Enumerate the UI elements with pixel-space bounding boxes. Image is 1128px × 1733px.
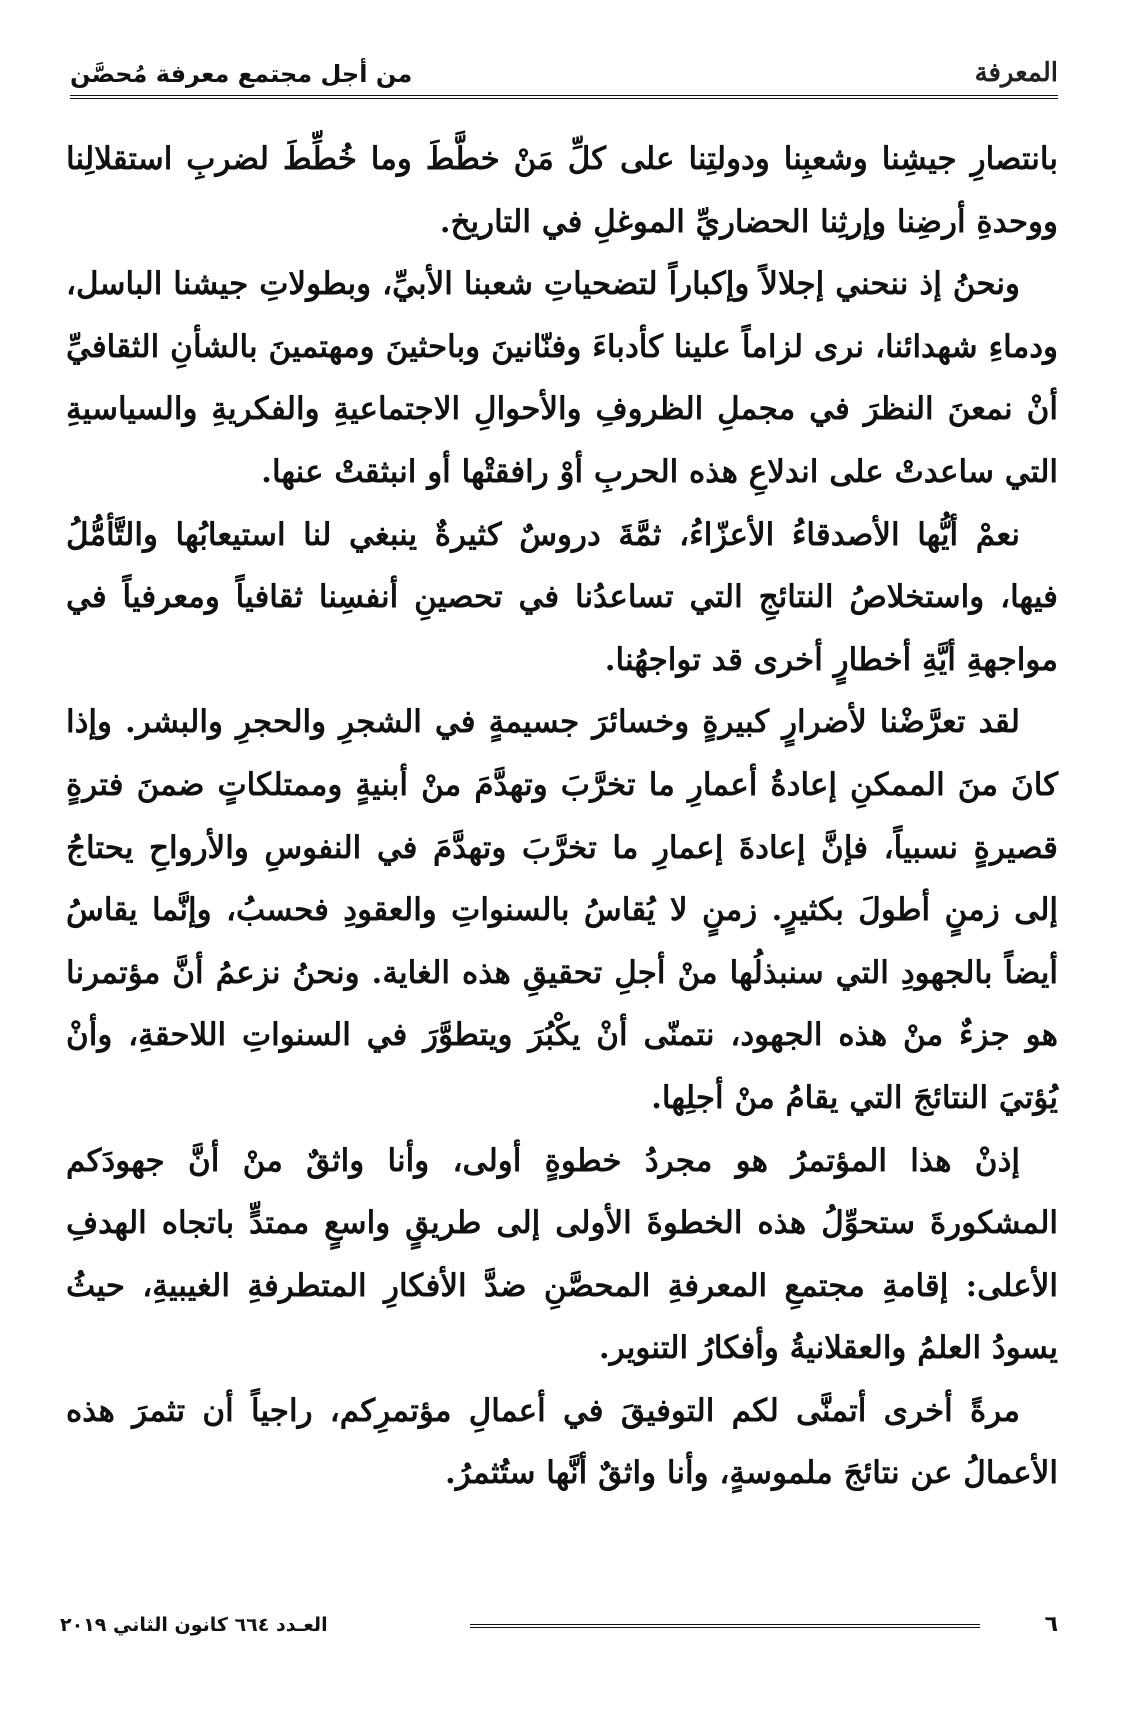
paragraph: ونحنُ إذ ننحني إجلالاً وإكباراً لتضحياتِ شعبنا الأبيِّ، وبطولاتِ جيشنا الباسل، ودماءِ شهدائنا، نرى لزاماً علينا كأدباءَ وفنّانينَ وباحثينَ ومهتمينَ بالشأنِ الثقافيِّ أنْ نمعنَ النظرَ في مجملِ الظروفِ والأحوالِ الاجتماعيةِ والفكريةِ والسياسيةِ التي ساعدتْ على اندلاعِ هذه الحربِ أوْ رافقتْها أو انبثقتْ عنها. <box>66 266 1058 490</box>
footer-divider <box>470 1624 980 1628</box>
page-header <box>70 52 1058 100</box>
page-number: ٦ <box>1044 1612 1058 1637</box>
paragraph: مرةً أخرى أتمنَّى لكم التوفيقَ في أعمالِ مؤتمرِكم، راجياً أن تثمرَ هذه الأعمالُ عن نتائجَ ملموسةٍ، وأنا واثقٌ أنَّها ستُثمرُ. <box>66 1392 1058 1492</box>
page-footer <box>60 1612 1058 1652</box>
paragraph: بانتصارِ جيشِنا وشعبِنا ودولتِنا على كلِّ مَنْ خطَّطَ وما خُطِّطَ لضربِ استقلالِنا ووحدةِ أرضِنا وإرثِنا الحضاريِّ الموغلِ في التاريخ. <box>66 141 1058 240</box>
magazine-logo: المعرفة <box>974 58 1058 88</box>
paragraph: لقد تعرَّضْنا لأضرارٍ كبيرةٍ وخسائرَ جسيمةٍ في الشجرِ والحجرِ والبشر. وإذا كانَ منَ الممكنِ إعادةُ أعمارِ ما تخرَّبَ وتهدَّمَ منْ أبنيةٍ وممتلكاتٍ ضمنَ فترةٍ قصيرةٍ نسبياً، فإنَّ إعادةَ إعمارِ ما تخرَّبَ وتهدَّمَ في النفوسِ والأرواحِ يحتاجُ إلى زمنٍ أطولَ بكثيرٍ. زمنٍ لا يُقاسُ بالسنواتِ والعقودِ فحسبُ، وإنَّما يقاسُ أيضاً بالجهودِ التي سنبذلُها منْ أجلِ تحقيقِ هذه الغاية. ونحنُ نزعمُ أنَّ مؤتمرنا هو جزءٌ منْ هذه الجهود، نتمنّى أنْ يكْبُرَ ويتطوَّرَ في السنواتِ اللاحقةِ، وأنْ يُؤتيَ النتائجَ التي يقامُ منْ أجلِها. <box>66 704 1058 1116</box>
paragraph: نعمْ أيُّها الأصدقاءُ الأعزّاءُ، ثمَّةَ دروسٌ كثيرةٌ ينبغي لنا استيعابُها والتَّأمُّلُ فيها، واستخلاصُ النتائجِ التي تساعدُنا في تحصينِ أنفسِنا ثقافياً ومعرفياً في مواجهةِ أيَّةِ أخطارٍ أخرى قد تواجهُنا. <box>66 516 1058 678</box>
article-body <box>66 128 1058 1505</box>
issue-info: العـدد ٦٦٤ كانون الثاني ٢٠١٩ <box>60 1614 328 1636</box>
running-title: من أجل مجتمع معرفة مُحصَّن <box>70 60 413 88</box>
header-divider <box>70 95 1058 99</box>
paragraph: إذنْ هذا المؤتمرُ هو مجردُ خطوةٍ أولى، وأنا واثقٌ منْ أنَّ جهودَكم المشكورةَ ستحوِّلُ هذه الخطوةَ الأولى إلى طريقٍ واسعٍ ممتدٍّ باتجاه الهدفِ الأعلى: إقامةِ مجتمعِ المعرفةِ المحصَّنِ ضدَّ الأفكارِ المتطرفةِ الغيبيةِ، حيثُ يسودُ العلمُ والعقلانيةُ وأفكارُ التنوير. <box>66 1142 1058 1367</box>
